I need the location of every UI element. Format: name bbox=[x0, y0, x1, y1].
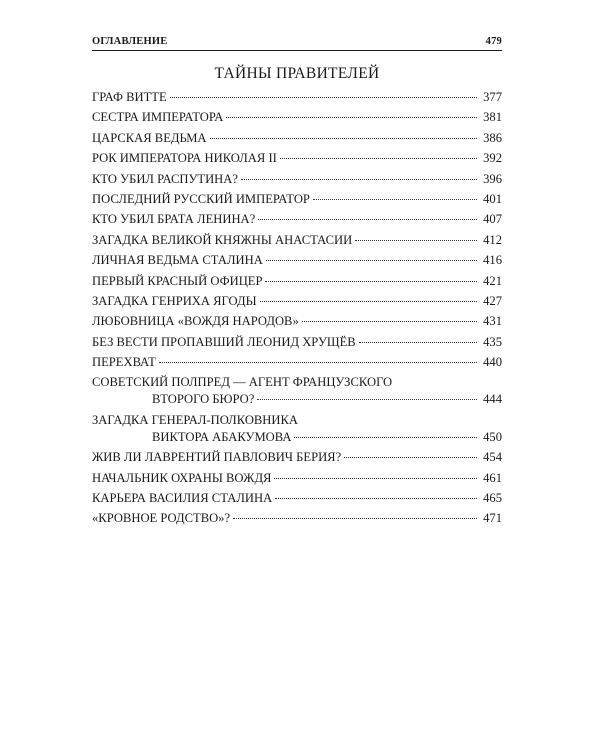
toc-entry-page: 407 bbox=[483, 212, 502, 227]
toc-entry-page: 401 bbox=[483, 191, 502, 206]
toc-entry-page: 392 bbox=[483, 151, 502, 166]
dot-leader bbox=[258, 219, 477, 220]
toc-entry-page: 444 bbox=[483, 392, 502, 407]
dot-leader bbox=[359, 342, 477, 343]
toc-entry-title: ЦАРСКАЯ ВЕДЬМА bbox=[92, 130, 207, 145]
toc-entry-page: 377 bbox=[483, 90, 502, 104]
toc-entry-title: ГРАФ ВИТТЕ bbox=[92, 90, 167, 104]
dot-leader bbox=[159, 362, 477, 363]
toc-entry-title: ЛИЧНАЯ ВЕДЬМА СТАЛИНА bbox=[92, 253, 263, 268]
toc-entry[interactable] bbox=[92, 150, 502, 167]
toc-entry-title: НАЧАЛЬНИК ОХРАНЫ ВОЖДЯ bbox=[92, 470, 272, 485]
toc-entry-title: ЗАГАДКА ВЕЛИКОЙ КНЯЖНЫ АНАСТАСИИ bbox=[92, 232, 353, 247]
dot-leader bbox=[274, 478, 477, 479]
table-of-contents bbox=[92, 89, 502, 527]
toc-entry-title: КТО УБИЛ РАСПУТИНА? bbox=[92, 171, 238, 186]
document-page bbox=[92, 36, 502, 531]
toc-entry[interactable] bbox=[92, 130, 502, 147]
toc-entry-page: 440 bbox=[483, 355, 502, 370]
toc-entry[interactable] bbox=[92, 313, 502, 330]
toc-entry-page: 416 bbox=[483, 253, 502, 268]
dot-leader bbox=[266, 260, 477, 261]
toc-entry-page: 471 bbox=[483, 511, 502, 526]
toc-entry[interactable] bbox=[92, 109, 502, 126]
toc-entry-title: ЗАГАДКА ГЕНРИХА ЯГОДЫ bbox=[92, 293, 257, 308]
toc-entry-page: 396 bbox=[483, 171, 502, 186]
toc-entry-title: РОК ИМПЕРАТОРА НИКОЛАЯ II bbox=[92, 151, 277, 166]
toc-entry[interactable] bbox=[92, 334, 502, 351]
toc-entry[interactable] bbox=[92, 293, 502, 310]
toc-entry[interactable] bbox=[92, 171, 502, 188]
running-head-page-number: 479 bbox=[485, 36, 502, 47]
dot-leader bbox=[302, 321, 477, 322]
toc-entry[interactable] bbox=[92, 211, 502, 228]
toc-entry[interactable] bbox=[92, 89, 502, 106]
toc-entry[interactable] bbox=[92, 470, 502, 487]
toc-entry-title: КАРЬЕРА ВАСИЛИЯ СТАЛИНА bbox=[92, 491, 273, 506]
toc-entry-title: ПОСЛЕДНИЙ РУССКИЙ ИМПЕРАТОР bbox=[92, 191, 310, 206]
running-head-title: ОГЛАВЛЕНИЕ bbox=[92, 36, 168, 47]
dot-leader bbox=[280, 158, 477, 159]
dot-leader bbox=[210, 138, 478, 139]
dot-leader bbox=[170, 97, 477, 98]
dot-leader bbox=[257, 399, 477, 400]
toc-entry[interactable] bbox=[92, 354, 502, 371]
toc-entry-title-line-2: ВТОРОГО БЮРО? bbox=[152, 392, 255, 407]
toc-entry-page: 421 bbox=[483, 273, 502, 288]
running-head bbox=[92, 36, 502, 51]
toc-entry[interactable] bbox=[92, 374, 502, 408]
toc-entry-title: ПЕРЕХВАТ bbox=[92, 355, 156, 370]
toc-entry-page: 461 bbox=[483, 470, 502, 485]
dot-leader bbox=[313, 199, 477, 200]
dot-leader bbox=[265, 281, 477, 282]
toc-entry-title-line-1: ЗАГАДКА ГЕНЕРАЛ-ПОЛКОВНИКА bbox=[92, 412, 298, 427]
dot-leader bbox=[233, 518, 477, 519]
toc-entry-page: 435 bbox=[483, 334, 502, 349]
toc-entry-page: 431 bbox=[483, 314, 502, 329]
dot-leader bbox=[275, 498, 477, 499]
toc-entry-page: 386 bbox=[483, 130, 502, 145]
toc-entry-title: «КРОВНОЕ РОДСТВО»? bbox=[92, 511, 231, 526]
toc-entry-title: ЖИВ ЛИ ЛАВРЕНТИЙ ПАВЛОВИЧ БЕРИЯ? bbox=[92, 450, 342, 465]
toc-entry-title: БЕЗ ВЕСТИ ПРОПАВШИЙ ЛЕОНИД ХРУЩЁВ bbox=[92, 334, 356, 349]
toc-entry-title: КТО УБИЛ БРАТА ЛЕНИНА? bbox=[92, 212, 256, 227]
toc-entry[interactable] bbox=[92, 232, 502, 249]
toc-entry[interactable] bbox=[92, 412, 502, 446]
toc-entry-title-line-2: ВИКТОРА АБАКУМОВА bbox=[152, 429, 292, 444]
dot-leader bbox=[344, 457, 477, 458]
toc-entry[interactable] bbox=[92, 252, 502, 269]
toc-entry-page: 381 bbox=[483, 110, 502, 125]
toc-entry-page: 454 bbox=[483, 450, 502, 465]
dot-leader bbox=[226, 117, 477, 118]
toc-entry-page: 412 bbox=[483, 232, 502, 247]
toc-entry-title: СЕСТРА ИМПЕРАТОРА bbox=[92, 110, 224, 125]
dot-leader bbox=[294, 437, 477, 438]
dot-leader bbox=[260, 301, 477, 302]
toc-entry-title: ЛЮБОВНИЦА «ВОЖДЯ НАРОДОВ» bbox=[92, 314, 299, 329]
toc-entry-title-line-1: СОВЕТСКИЙ ПОЛПРЕД — АГЕНТ ФРАНЦУЗСКОГО bbox=[92, 375, 393, 390]
toc-entry-page: 450 bbox=[483, 429, 502, 444]
toc-entry-title: ПЕРВЫЙ КРАСНЫЙ ОФИЦЕР bbox=[92, 273, 263, 288]
toc-entry[interactable] bbox=[92, 191, 502, 208]
dot-leader bbox=[241, 179, 477, 180]
toc-entry-page: 427 bbox=[483, 293, 502, 308]
dot-leader bbox=[355, 240, 477, 241]
section-title: ТАЙНЫ ПРАВИТЕЛЕЙ bbox=[214, 65, 380, 82]
toc-entry[interactable] bbox=[92, 510, 502, 527]
toc-entry[interactable] bbox=[92, 490, 502, 507]
toc-entry[interactable] bbox=[92, 273, 502, 290]
toc-entry[interactable] bbox=[92, 449, 502, 466]
toc-entry-page: 465 bbox=[483, 491, 502, 506]
